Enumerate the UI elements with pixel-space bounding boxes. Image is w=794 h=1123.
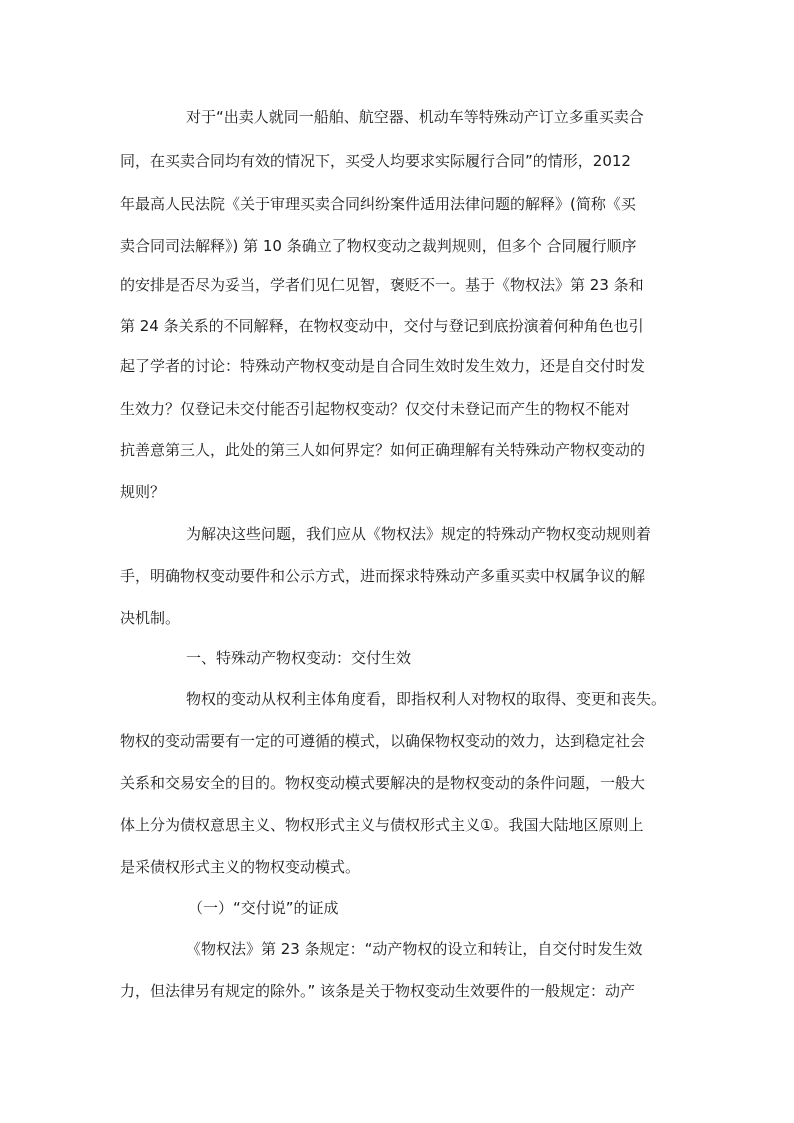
text-line: 规则？ xyxy=(120,483,166,501)
text-line: 的安排是否尽为妥当，学者们见仁见智，褒贬不一。基于《物权法》第 23 条和 xyxy=(120,276,644,294)
text-line: 年最高人民法院《关于审理买卖合同纠纷案件适用法律问题的解释》(简称《买 xyxy=(120,195,636,213)
text-line: 抗善意第三人，此处的第三人如何界定？如何正确理解有关特殊动产物权变动的 xyxy=(120,441,646,459)
text-line: 卖合同司法解释》) 第 10 条确立了物权变动之裁判规则，但多个 合同履行顺序 xyxy=(120,237,637,255)
text-line: 物权的变动从权利主体角度看，即指权利人对物权的取得、变更和丧失。 xyxy=(186,690,667,708)
subsection-heading: （一）“交付说”的证成 xyxy=(188,899,339,917)
text-line: 决机制。 xyxy=(120,609,181,627)
text-line: 关系和交易安全的目的。物权变动模式要解决的是物权变动的条件问题，一般大 xyxy=(120,774,646,792)
text-line: 第 24 条关系的不同解释，在物权变动中，交付与登记到底扮演着何种角色也引 xyxy=(120,317,644,335)
section-heading: 一、特殊动产物权变动：交付生效 xyxy=(186,649,412,667)
text-line: 体上分为债权意思主义、物权形式主义与债权形式主义①。我国大陆地区原则上 xyxy=(120,816,644,834)
text-line: 起了学者的讨论：特殊动产物权变动是自合同生效时发生效力，还是自交付时发 xyxy=(120,357,646,375)
text-line: 力，但法律另有规定的除外。” 该条是关于物权变动生效要件的一般规定：动产 xyxy=(120,982,636,1000)
text-line: 手，明确物权变动要件和公示方式，进而探求特殊动产多重买卖中权属争议的解 xyxy=(120,567,646,585)
text-line: 对于“出卖人就同一船舶、航空器、机动车等特殊动产订立多重买卖合 xyxy=(186,108,644,126)
text-line: 同，在买卖合同均有效的情况下，买受人均要求实际履行合同”的情形，2012 xyxy=(120,152,631,170)
text-line: 《物权法》第 23 条规定：“动产物权的设立和转让，自交付时发生效 xyxy=(186,940,643,958)
text-line: 生效力？仅登记未交付能否引起物权变动？仅交付未登记而产生的物权不能对 xyxy=(120,400,631,418)
text-line: 物权的变动需要有一定的可遵循的模式，以确保物权变动的效力，达到稳定社会 xyxy=(120,732,646,750)
text-line: 为解决这些问题，我们应从《物权法》规定的特殊动产物权变动规则着 xyxy=(186,525,652,543)
text-line: 是采债权形式主义的物权变动模式。 xyxy=(120,858,361,876)
